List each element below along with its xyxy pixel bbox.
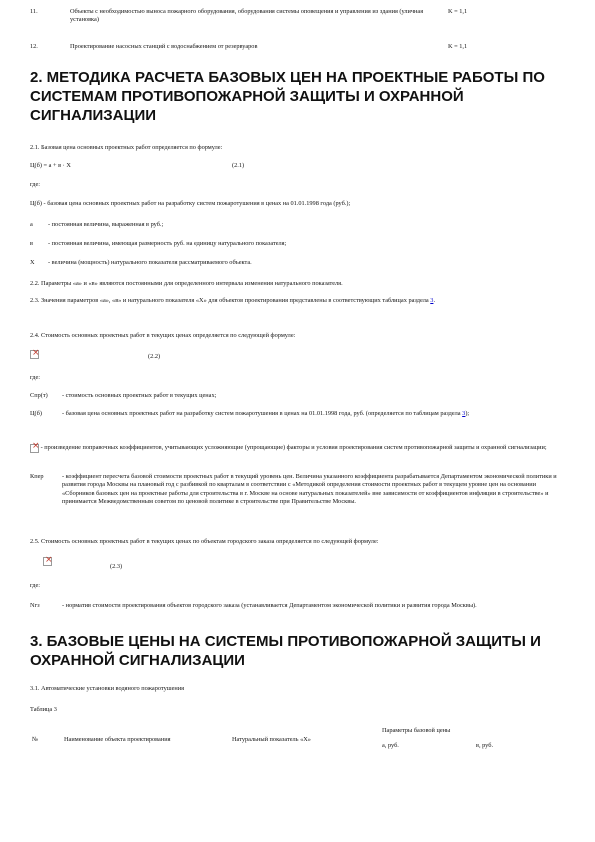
definition-text: - произведение поправочных коэффициентов, учитывающих усложняющие (упрощающие) факторы и условия проектирования систем противопожарной защиты и охранной сигнализации; (40, 444, 547, 451)
broken-image-icon (30, 444, 39, 453)
table-header-b: в, руб. (476, 742, 494, 749)
formula: Ц(б) = а + в · Х (30, 162, 71, 169)
paragraph: 2.5. Стоимость основных проектных работ в текущих ценах по объектам городского заказа определяется по следующей формуле: (30, 538, 379, 545)
definition (62, 410, 560, 418)
row-text: Объекты с необходимостью выноса пожарного оборудования, оборудования системы оповещения и управления из здания (уличная установка) (70, 8, 424, 24)
definition-symbol: а (30, 221, 33, 228)
definition-symbol: в (30, 240, 33, 247)
definition-text: - базовая цена основных проектных работ на разработку систем пожаротушения в ценах на 01.01.1998 года, руб. (определяется по таблицам раздела (62, 410, 463, 417)
section-3-link[interactable]: 3 (430, 297, 434, 304)
definition: Ц(б) - базовая цена основных проектных работ на разработку систем пожаротушения в ценах на 01.01.1998 года (руб.); (30, 200, 351, 207)
definition (30, 444, 560, 453)
table-header-params: Параметры базовой цены (382, 727, 451, 734)
paragraph-text: . (433, 297, 436, 304)
definition: - коэффициент пересчета базовой стоимости проектных работ в текущий уровень цен. Величина указанного коэффициента разрабатывается Департаментом экономической политики и развития города Москвы на плановый год с разбивкой по кварталам в соответствии с «Методикой определения стоимости проектных работ в текущем уровне цен на основании «Сборников базовых цен на проектные работы для строительства в г. Москве на основе натуральных показателей» вне зависимости от коэффициентов инфляции в строительстве» и принимается Межведомственным советом по ценовой политике в строительстве при Правительстве Москвы. (62, 473, 557, 506)
table-label: Таблица 3 (30, 706, 57, 713)
paragraph: 3.1. Автоматические установки водяного пожаротушения (30, 685, 185, 692)
definition-symbol: Х (30, 259, 35, 266)
row-text: Проектирование насосных станций с водоснабжением от резервуаров (70, 43, 258, 50)
table-header-indicator: Натуральный показатель «Х» (232, 736, 311, 743)
definition: - стоимость основных проектных работ в текущих ценах; (62, 392, 217, 399)
definition: - постоянная величина, имеющая размерность руб. на единицу натурального показателя; (48, 240, 287, 247)
section-3-link[interactable]: 3 (462, 410, 466, 417)
where-label: где: (30, 582, 41, 589)
paragraph (30, 297, 560, 305)
where-label: где: (30, 374, 41, 381)
table-header-a: а, руб. (382, 742, 399, 749)
definition: - постоянная величина, выраженная в руб.; (48, 221, 164, 228)
broken-image-icon (43, 557, 52, 566)
paragraph: 2.2. Параметры «а» и «в» являются постоянными для определенного интервала изменения натурального показателя. (30, 280, 343, 287)
section-heading: 2. МЕТОДИКА РАСЧЕТА БАЗОВЫХ ЦЕН НА ПРОЕКТНЫЕ РАБОТЫ ПО СИСТЕМАМ ПРОТИВОПОЖАРНОЙ ЗАЩИТЫ И ОХРАННОЙ СИГНАЛИЗАЦИИ (30, 69, 545, 124)
paragraph: 2.4. Стоимость основных проектных работ в текущих ценах определяется по следующей формуле: (30, 332, 296, 339)
table-header-number: № (32, 736, 39, 743)
row-coefficient: K = 1,1 (448, 43, 468, 50)
section-heading: 3. БАЗОВЫЕ ЦЕНЫ НА СИСТЕМЫ ПРОТИВОПОЖАРНОЙ ЗАЩИТЫ И ОХРАННОЙ СИГНАЛИЗАЦИИ (30, 633, 541, 669)
formula-number: (2.1) (232, 162, 245, 169)
formula-number: (2.3) (110, 563, 123, 570)
definition-symbol: Ц(б) (30, 410, 42, 417)
definition: - величина (мощность) натурального показателя рассматриваемого объекта. (48, 259, 252, 266)
definition: - норматив стоимости проектирования объектов городского заказа (устанавливается Департаментом экономической политики и развития города Москвы). (62, 602, 477, 609)
table-header-name: Наименование объекта проектирования (64, 736, 171, 743)
broken-image-icon (30, 350, 39, 359)
paragraph-text: 2.3. Значения параметров «а», «в» и натурального показателя «Х» для объектов проектирования представлены в соответствующих таблицах раздела (30, 297, 431, 304)
row-number: 12. (30, 43, 38, 50)
definition-text: ); (465, 410, 470, 417)
where-label: где: (30, 181, 41, 188)
definition-symbol: Спр(т) (30, 392, 48, 399)
row-number: 11. (30, 8, 38, 15)
paragraph: 2.1. Базовая цена основных проектных работ определяется по формуле: (30, 144, 223, 151)
definition-symbol: Nгз (30, 602, 40, 609)
row-coefficient: K = 1,1 (448, 8, 468, 15)
formula-number: (2.2) (148, 353, 161, 360)
definition-symbol: Кпер (30, 473, 44, 480)
